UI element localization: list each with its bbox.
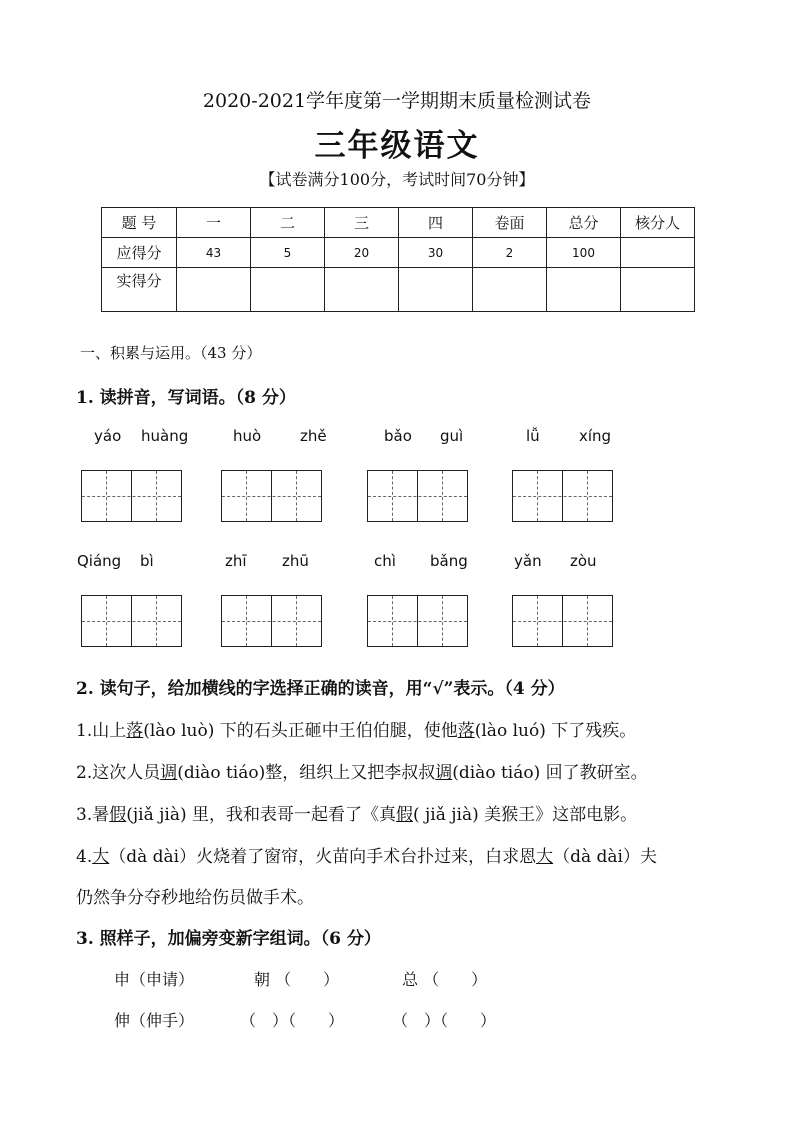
sentence-4-continued: 仍然争分夺秒地给伤员做手术。 <box>76 888 314 908</box>
answer-blank[interactable]: 总 （ ） <box>402 970 488 989</box>
underlined-char: 假 <box>396 805 413 825</box>
score-input-cell[interactable] <box>473 268 547 312</box>
pinyin-syllable: huò <box>233 427 262 445</box>
pinyin-syllable: chì <box>374 552 396 570</box>
score-input-cell[interactable] <box>177 268 251 312</box>
score-cell: 100 <box>547 238 621 268</box>
underlined-char: 大 <box>92 847 110 867</box>
answer-blank[interactable]: （ ）（ ） <box>240 1011 345 1030</box>
exam-main-title: 三年级语文 <box>314 128 480 164</box>
score-table-header-row <box>102 208 695 238</box>
header-cell: 卷面 <box>473 208 547 238</box>
header-cell: 一 <box>177 208 251 238</box>
score-cell: 20 <box>325 238 399 268</box>
question-2-title: 2. 读句子，给加横线的字选择正确的读音，用“√”表示。（4 分） <box>76 679 565 699</box>
underlined-char: 调 <box>435 763 453 783</box>
pinyin-syllable: xíng <box>579 427 612 445</box>
header-cell: 三 <box>325 208 399 238</box>
sentence-2: 2.这次人员调(diào tiáo)整，组织上又把李叔叔调(diào tiáo) 回了教研室。 <box>76 763 648 783</box>
writing-grid[interactable] <box>81 595 182 647</box>
score-cell: 43 <box>177 238 251 268</box>
exam-subtitle: 【试卷满分100分，考试时间70分钟】 <box>259 170 535 189</box>
sentence-4: 4.大（dà dài）火烧着了窗帘，火苗向手术台扑过来，白求恩大（dà dài）夫 <box>76 847 657 867</box>
underlined-char: 假 <box>109 805 127 825</box>
underlined-char: 调 <box>160 763 178 783</box>
pinyin-syllable: yǎn <box>514 552 542 570</box>
writing-grid[interactable] <box>367 470 468 522</box>
question-1-title: 1. 读拼音，写词语。（8 分） <box>76 388 296 408</box>
pinyin-syllable: Qiáng <box>77 552 122 570</box>
answer-blank[interactable]: 朝 （ ） <box>254 970 340 989</box>
score-input-cell[interactable] <box>621 268 695 312</box>
score-cell <box>621 238 695 268</box>
score-cell: 2 <box>473 238 547 268</box>
score-cell: 5 <box>251 238 325 268</box>
row-label: 实得分 <box>102 268 177 312</box>
answer-blank[interactable]: （ ）（ ） <box>392 1011 497 1030</box>
example-word: 伸（伸手） <box>114 1011 195 1030</box>
score-table-full-row <box>102 238 695 268</box>
pinyin-syllable: bǎo <box>384 427 412 445</box>
row-label: 应得分 <box>102 238 177 268</box>
underlined-char: 大 <box>536 847 554 867</box>
score-table <box>101 207 695 312</box>
header-cell: 核分人 <box>621 208 695 238</box>
score-input-cell[interactable] <box>325 268 399 312</box>
score-input-cell[interactable] <box>251 268 325 312</box>
score-table-got-row <box>102 268 695 312</box>
pinyin-syllable: zhě <box>300 427 327 445</box>
sentence-3: 3.暑假(jiǎ jià) 里，我和表哥一起看了《真假( jiǎ jià) 美猴王》这部电影。 <box>76 805 638 825</box>
header-cell: 二 <box>251 208 325 238</box>
underlined-char: 落 <box>126 721 144 741</box>
header-cell: 总分 <box>547 208 621 238</box>
question-3-title: 3. 照样子，加偏旁变新字组词。（6 分） <box>76 929 381 949</box>
sentence-1: 1.山上落(lào luò) 下的石头正砸中王伯伯腿，使他落(lào luó) 下了残疾。 <box>76 721 637 741</box>
pinyin-syllable: bǎng <box>430 552 468 570</box>
header-cell: 题 号 <box>102 208 177 238</box>
pinyin-syllable: bì <box>140 552 154 570</box>
example-word: 申（申请） <box>114 970 195 989</box>
underlined-char: 落 <box>457 721 475 741</box>
writing-grid[interactable] <box>221 470 322 522</box>
writing-grid[interactable] <box>512 470 613 522</box>
section-title: 一、积累与运用。（43 分） <box>80 344 262 362</box>
score-cell: 30 <box>399 238 473 268</box>
header-cell: 四 <box>399 208 473 238</box>
writing-grid[interactable] <box>512 595 613 647</box>
pinyin-syllable: yáo <box>94 427 122 445</box>
score-input-cell[interactable] <box>399 268 473 312</box>
pinyin-syllable: lǚ <box>526 427 540 445</box>
writing-grid[interactable] <box>81 470 182 522</box>
pinyin-syllable: huàng <box>141 427 189 445</box>
pinyin-syllable: zhī <box>225 552 247 570</box>
score-input-cell[interactable] <box>547 268 621 312</box>
pinyin-syllable: guì <box>440 427 464 445</box>
exam-year-title: 2020-2021学年度第一学期期末质量检测试卷 <box>202 90 592 112</box>
writing-grid[interactable] <box>221 595 322 647</box>
pinyin-syllable: zhū <box>282 552 309 570</box>
writing-grid[interactable] <box>367 595 468 647</box>
pinyin-syllable: zòu <box>570 552 597 570</box>
